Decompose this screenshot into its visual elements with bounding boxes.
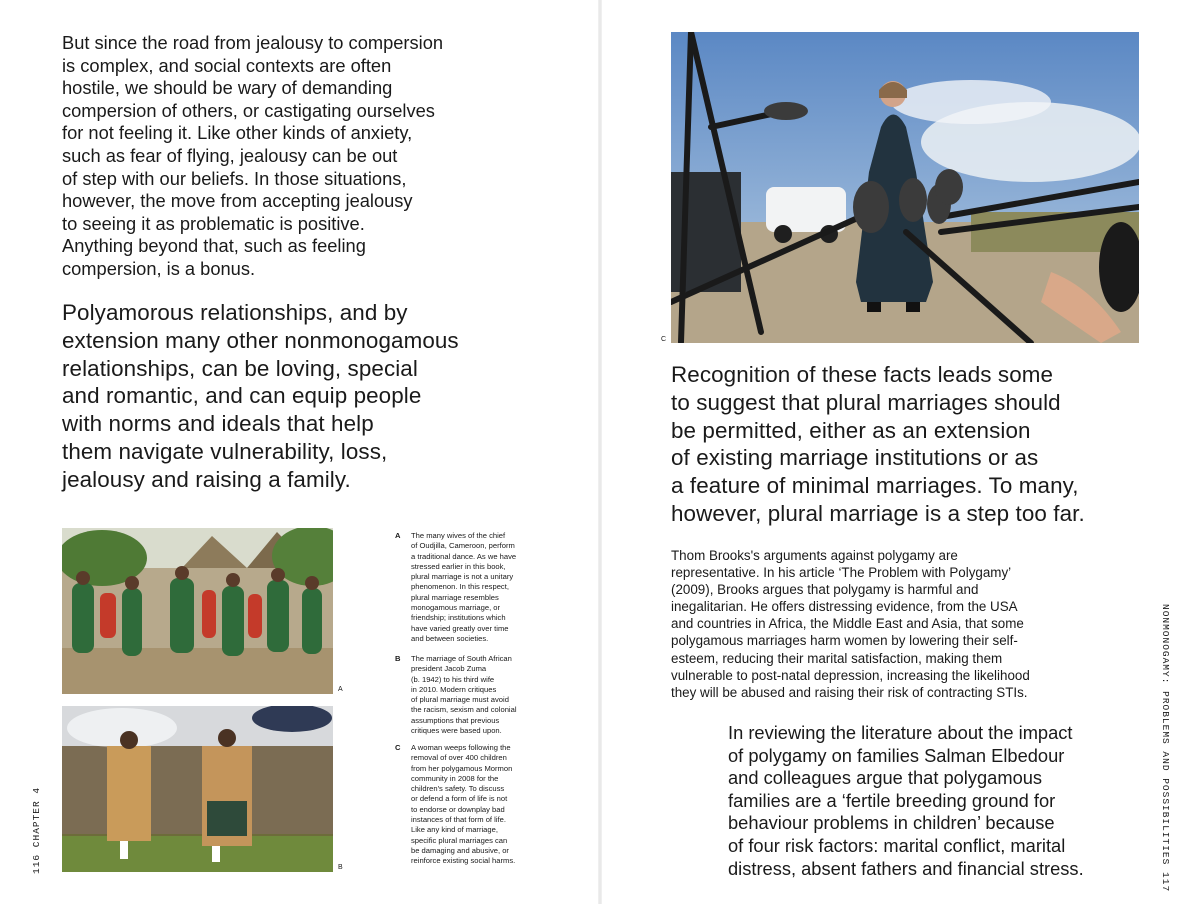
text-line: (2009), Brooks argues that polygamy is harmful and (671, 582, 979, 598)
text-line: friendship; institutions which (411, 613, 506, 623)
caption-c-letter: C (395, 743, 401, 752)
photo-c-label: C (661, 336, 667, 343)
text-line: The marriage of South African (411, 654, 512, 663)
text-line: Recognition of these facts leads some (671, 362, 1054, 387)
text-line: distress, absent fathers and financial stress. (728, 857, 1084, 879)
text-line: behaviour problems in children’ because (728, 812, 1055, 834)
text-line: monogamous marriage, or (411, 603, 501, 613)
right-pull-quote (671, 361, 1171, 528)
text-line: and colleagues argue that polygamous (728, 767, 1043, 789)
text-line: to seeing it as problematic is positive. (62, 212, 365, 234)
text-line: a feature of minimal marriages. To many, (671, 473, 1079, 499)
text-line: children's safety. To discuss (411, 784, 505, 794)
text-line: polygamous marriages harm women by lowering their self- (671, 633, 1018, 649)
text-line: But since the road from jealousy to compersion (62, 32, 444, 53)
text-line: esteem, reducing their marital satisfaction, making them (671, 650, 1003, 666)
text-line: to suggest that plural marriages should (671, 389, 1061, 415)
text-line: specific plural marriages can (411, 835, 508, 845)
text-line: families are a ‘fertile breeding ground for (728, 789, 1056, 811)
text-line: them navigate vulnerability, loss, (62, 438, 388, 464)
text-line: of polygamy on families Salman Elbedour (728, 744, 1065, 766)
text-line: president Jacob Zuma (411, 664, 487, 674)
text-line: of Oudjilla, Cameroon, perform (411, 541, 515, 551)
text-line: relationships, can be loving, special (62, 355, 418, 381)
text-line: stressed earlier in this book, (411, 561, 506, 571)
text-line: such as fear of flying, jealousy can be out (62, 144, 398, 166)
text-line: from her polygamous Mormon (411, 763, 513, 773)
right-paragraph-1 (671, 547, 1141, 701)
text-line: with norms and ideals that help (62, 411, 374, 437)
text-line: in 2010. Modern critiques (411, 684, 497, 694)
text-line: be damaging and abusive, or (411, 845, 509, 855)
text-line: A woman weeps following the (411, 743, 511, 752)
text-line: however, the move from accepting jealousy (62, 190, 413, 212)
text-line: a traditional dance. As we have (411, 551, 517, 561)
photo-a-dance (62, 528, 333, 694)
left-folio: 116 CHAPTER 4 (31, 786, 42, 874)
text-line: be permitted, either as an extension (671, 417, 1031, 443)
caption-c-text (411, 743, 541, 867)
text-line: plural marriage resembles (411, 592, 499, 602)
text-line: to endorse or downplay bad (411, 804, 505, 814)
text-line: hostile, we should be wary of demanding (62, 77, 393, 99)
text-line: of existing marriage institutions or as (671, 445, 1039, 471)
text-line: they will be abused and raising their risk of contracting STIs. (671, 684, 1028, 700)
text-line: extension many other nonmonogamous (62, 327, 459, 353)
photo-b-label: B (338, 864, 343, 871)
text-line: compersion of others, or castigating ourselves (62, 99, 435, 121)
text-line: phenomenon. In this respect, (411, 582, 509, 592)
caption-a-letter: A (395, 531, 401, 540)
text-line: or defend a form of life is not (411, 794, 508, 804)
text-line: Thom Brooks's arguments against polygamy are (671, 548, 958, 563)
caption-b-text (411, 654, 541, 736)
text-line: and romantic, and can equip people (62, 383, 422, 409)
text-line: jealousy and raising a family. (62, 466, 351, 492)
text-line: The many wives of the chief (411, 531, 506, 540)
left-pull-quote (62, 299, 562, 494)
text-line: reinforce existing social harms. (411, 856, 516, 866)
right-page (600, 0, 1200, 904)
text-line: community in 2008 for the (411, 773, 499, 783)
photo-a-label: A (338, 686, 343, 693)
text-line: of step with our beliefs. In those situations, (62, 167, 407, 189)
text-line: instances of that form of life. (411, 815, 506, 825)
right-folio: NONMONOGAMY: PROBLEMS AND POSSIBILITIES 117 (1160, 604, 1171, 893)
text-line: however, plural marriage is a step too far. (671, 500, 1085, 526)
text-line: and between societies. (411, 633, 489, 643)
caption-a (395, 531, 541, 644)
text-line: In reviewing the literature about the impact (728, 722, 1073, 743)
text-line: of four risk factors: marital conflict, marital (728, 834, 1066, 856)
text-line: (b. 1942) to his third wife (411, 674, 495, 684)
caption-a-text (411, 531, 541, 644)
text-line: for not feeling it. Like other kinds of anxiety, (62, 122, 413, 144)
caption-c (395, 743, 541, 867)
caption-b (395, 654, 541, 736)
text-line: vulnerable to post-natal depression, increasing the likelihood (671, 667, 1030, 683)
photo-b-wedding (62, 706, 333, 872)
text-line: the racism, sexism and colonial (411, 705, 517, 715)
text-line: Like any kind of marriage, (411, 825, 498, 835)
text-line: plural marriage is not a unitary (411, 572, 514, 582)
text-line: representative. In his article ‘The Problem with Polygamy’ (671, 565, 1012, 581)
text-line: compersion, is a bonus. (62, 257, 256, 279)
right-paragraph-2 (728, 722, 1158, 880)
text-line: critiques were based upon. (411, 726, 502, 736)
left-paragraph-1 (62, 32, 532, 281)
text-line: inegalitarian. He offers distressing evidence, from the USA (671, 599, 1018, 615)
text-line: removal of over 400 children (411, 753, 507, 763)
text-line: of plural marriage must avoid (411, 695, 509, 705)
text-line: is complex, and social contexts are often (62, 54, 392, 76)
text-line: and countries in Africa, the Middle East and Asia, that some (671, 616, 1024, 632)
text-line: have varied greatly over time (411, 623, 509, 633)
photo-c-press (671, 32, 1139, 343)
text-line: assumptions that previous (411, 715, 500, 725)
text-line: Polyamorous relationships, and by (62, 300, 408, 325)
text-line: Anything beyond that, such as feeling (62, 235, 366, 257)
caption-b-letter: B (395, 654, 401, 663)
